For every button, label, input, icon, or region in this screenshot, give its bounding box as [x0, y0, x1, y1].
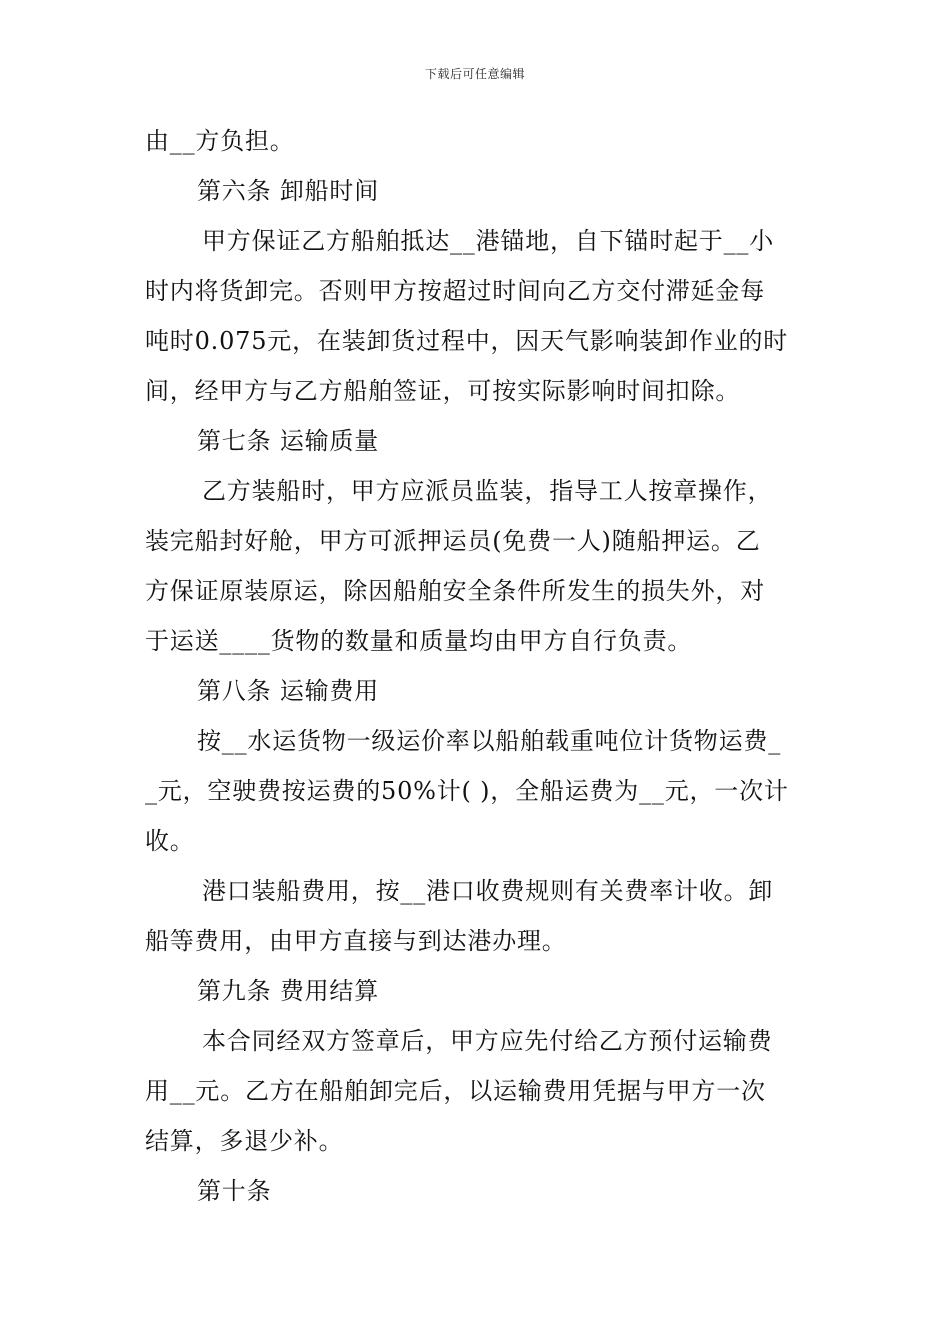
paragraph-line: 本合同经双方签章后，甲方应先付给乙方预付运输费	[202, 1027, 773, 1055]
article-heading-8: 第八条 运输费用	[197, 677, 380, 705]
paragraph-line: 于运送____货物的数量和质量均由甲方自行负责。	[145, 627, 693, 655]
paragraph-line: 按__水运货物一级运价率以船舶载重吨位计货物运费_	[197, 727, 781, 755]
article-heading-9: 第九条 费用结算	[197, 977, 380, 1005]
page-header-note: 下载后可任意编辑	[424, 67, 525, 81]
article-heading-6: 第六条 卸船时间	[197, 177, 380, 205]
paragraph-line: _元，空驶费按运费的50%计( )，全船运费为__元，一次计	[145, 777, 789, 805]
paragraph-line: 收。	[145, 827, 195, 855]
paragraph-line: 乙方装船时，甲方应派员监装，指导工人按章操作，	[202, 477, 773, 505]
article-heading-10: 第十条	[197, 1177, 272, 1205]
article-heading-7: 第七条 运输质量	[197, 427, 380, 455]
paragraph-line: 方保证原装原运，除因船舶安全条件所发生的损失外，对	[145, 577, 765, 605]
document-body	[145, 126, 810, 1226]
paragraph-line: 吨时0.075元，在装卸货过程中，因天气影响装卸作业的时	[145, 327, 789, 355]
paragraph-line: 时内将货卸完。否则甲方按超过时间向乙方交付滞延金每	[145, 277, 765, 305]
paragraph-line: 港口装船费用，按__港口收费规则有关费率计收。卸	[202, 877, 774, 905]
paragraph-line: 结算，多退少补。	[145, 1127, 344, 1155]
paragraph-line: 船等费用，由甲方直接与到达港办理。	[145, 927, 567, 955]
paragraph-line: 用__元。乙方在船舶卸完后，以运输费用凭据与甲方一次	[145, 1077, 766, 1105]
paragraph-line: 甲方保证乙方船舶抵达__港锚地，自下锚时起于__小	[202, 227, 774, 255]
paragraph-line: 装完船封好舱，甲方可派押运员(免费一人)随船押运。乙	[145, 527, 761, 555]
paragraph-line: 由__方负担。	[145, 127, 295, 155]
paragraph-line: 间，经甲方与乙方船舶签证，可按实际影响时间扣除。	[145, 377, 741, 405]
